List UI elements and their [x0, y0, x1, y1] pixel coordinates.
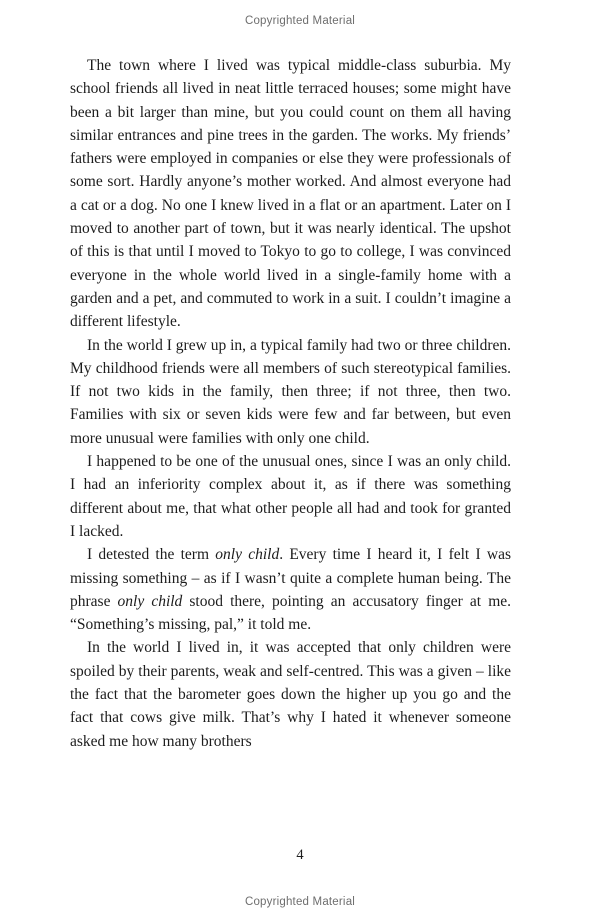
text-segment: In the world I grew up in, a typical family had two or three children. My childhood friends were all members of such stereotypical families. If not two kids in the family, then three; if not three, then two. Families with six or seven kids were few and far between, but even more unusual were families with only one child. — [70, 336, 511, 447]
text-segment: I detested the term — [87, 546, 216, 564]
text-segment: stood there, pointing an accusatory finger at me. “Something’s missing, pal,” it told me. — [70, 592, 512, 634]
page-number: 4 — [296, 847, 304, 863]
paragraph — [70, 636, 511, 752]
page-body — [70, 54, 511, 753]
italic-text-segment: only child — [117, 592, 183, 610]
text-segment: I happened to be one of the unusual ones, since I was an only child. I had an inferiority complex about it, as if there was something different about me, that what other people all had and took for granted I lacked. — [70, 453, 511, 540]
paragraph — [70, 334, 511, 450]
text-segment: In the world I lived in, it was accepted that only children were spoiled by their parents, weak and self-centred. This was a given – like the fact that the barometer goes down the higher up you go and the fact that cows give milk. That’s why I hated it whenever someone asked me how many brothers — [70, 639, 511, 750]
paragraph — [70, 450, 511, 543]
text-segment: The town where I lived was typical middle-class suburbia. My school friends all lived in neat little terraced houses; some might have been a bit larger than mine, but you could count on them all having similar entrances and pine trees in the garden. The works. My friends’ fathers were employed in companies or else they were professionals of some sort. Hardly anyone’s mother worked. And almost everyone had a cat or a dog. No one I knew lived in a flat or an apartment. Later on I moved to another part of town, but it was nearly identical. The upshot of this is that until I moved to Tokyo to go to college, I was convinced everyone in the whole world lived in a single-family home with a garden and a pet, and commuted to work in a suit. I couldn’t imagine a different lifestyle. — [70, 57, 511, 331]
paragraph — [70, 54, 511, 334]
copyright-notice-bottom: Copyrighted Material — [244, 896, 356, 908]
text-segment: . Every time I heard it, I felt I was missing something – as if I wasn’t quite a complete human being. The phrase — [70, 546, 511, 610]
copyright-notice-top: Copyrighted Material — [244, 15, 356, 27]
paragraph — [70, 543, 511, 636]
italic-text-segment: only child — [215, 546, 280, 564]
